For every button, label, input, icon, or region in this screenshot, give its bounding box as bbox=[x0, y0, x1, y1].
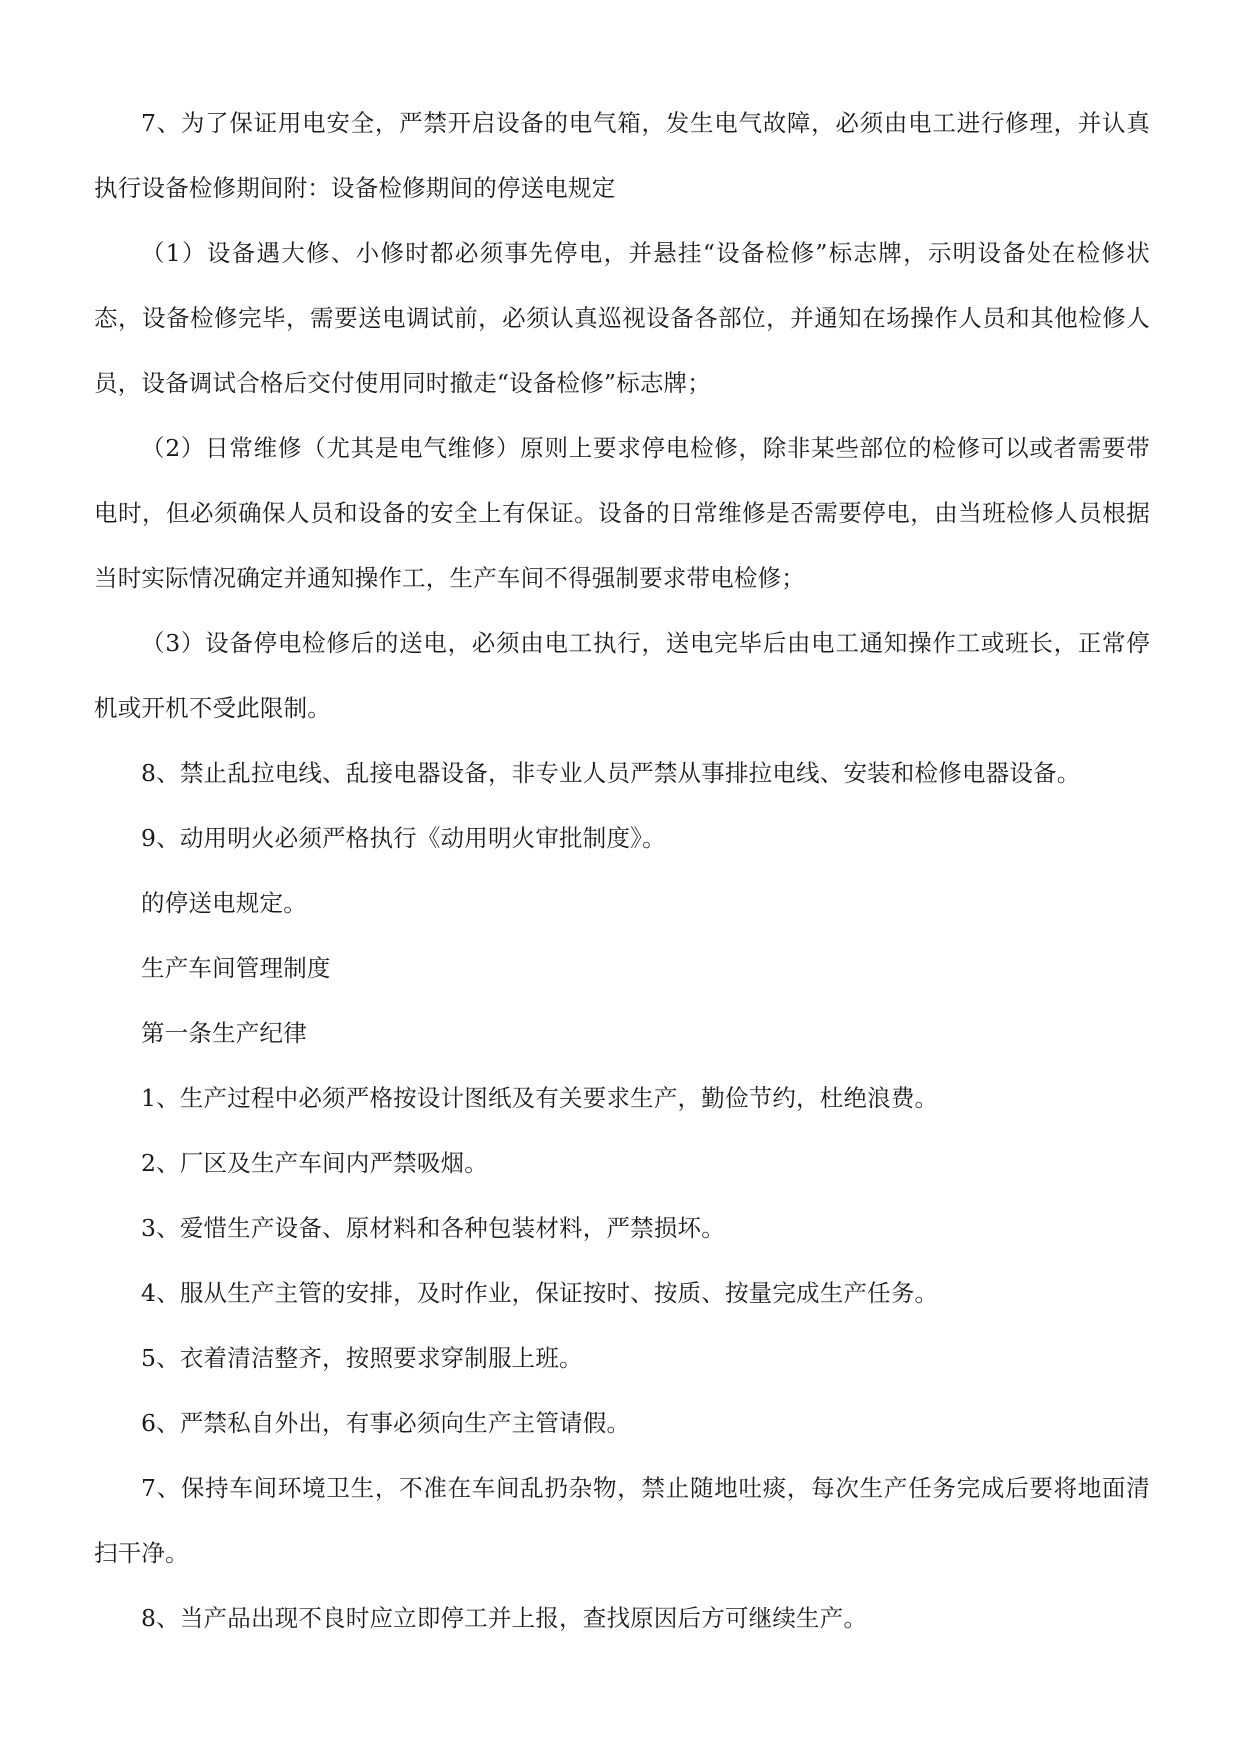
paragraph-sub-2-daily-maintenance: （2）日常维修（尤其是电气维修）原则上要求停电检修，除非某些部位的检修可以或者需要带电时，但必须确保人员和设备的安全上有保证。设备的日常维修是否需要停电，由当班检修人员根据当时实际情况确定并通知操作工，生产车间不得强制要求带电检修； bbox=[94, 434, 1150, 592]
rule-item-6: 6、严禁私自外出，有事必须向生产主管请假。 bbox=[141, 1409, 631, 1437]
paragraph-item-7-electrical-safety: 7、为了保证用电安全，严禁开启设备的电气箱，发生电气故障，必须由电工进行修理，并认真执行设备检修期间附：设备检修期间的停送电规定 bbox=[94, 109, 1150, 202]
paragraph-item-8-wiring: 8、禁止乱拉电线、乱接电器设备，非专业人员严禁从事排拉电线、安装和检修电器设备。 bbox=[141, 759, 1081, 787]
section-heading: 生产车间管理制度 bbox=[141, 954, 331, 982]
rule-item-5: 5、衣着清洁整齐，按照要求穿制服上班。 bbox=[141, 1344, 583, 1372]
rule-item-3: 3、爱惜生产设备、原材料和各种包装材料，严禁损坏。 bbox=[141, 1214, 725, 1242]
rule-item-8: 8、当产品出现不良时应立即停工并上报，查找原因后方可继续生产。 bbox=[141, 1604, 868, 1632]
paragraph-sub-1-major-repair: （1）设备遇大修、小修时都必须事先停电，并悬挂“设备检修”标志牌，示明设备处在检修状态，设备检修完毕，需要送电调试前，必须认真巡视设备各部位，并通知在场操作人员和其他检修人员，设备调试合格后交付使用同时撤走“设备检修”标志牌； bbox=[94, 239, 1150, 397]
rule-item-2: 2、厂区及生产车间内严禁吸烟。 bbox=[141, 1149, 488, 1177]
rule-item-1: 1、生产过程中必须严格按设计图纸及有关要求生产，勤俭节约，杜绝浪费。 bbox=[141, 1084, 939, 1112]
paragraph-sub-3-power-restore: （3）设备停电检修后的送电，必须由电工执行，送电完毕后由电工通知操作工或班长，正常停机或开机不受此限制。 bbox=[94, 629, 1150, 722]
paragraph-fragment: 的停送电规定。 bbox=[141, 889, 307, 917]
article-heading: 第一条生产纪律 bbox=[141, 1019, 307, 1047]
rule-item-7: 7、保持车间环境卫生，不准在车间乱扔杂物，禁止随地吐痰，每次生产任务完成后要将地面清扫干净。 bbox=[94, 1474, 1150, 1567]
paragraph-item-9-open-fire: 9、动用明火必须严格执行《动用明火审批制度》。 bbox=[141, 824, 666, 852]
document-body bbox=[94, 91, 1150, 1651]
rule-item-4: 4、服从生产主管的安排，及时作业，保证按时、按质、按量完成生产任务。 bbox=[141, 1279, 939, 1307]
